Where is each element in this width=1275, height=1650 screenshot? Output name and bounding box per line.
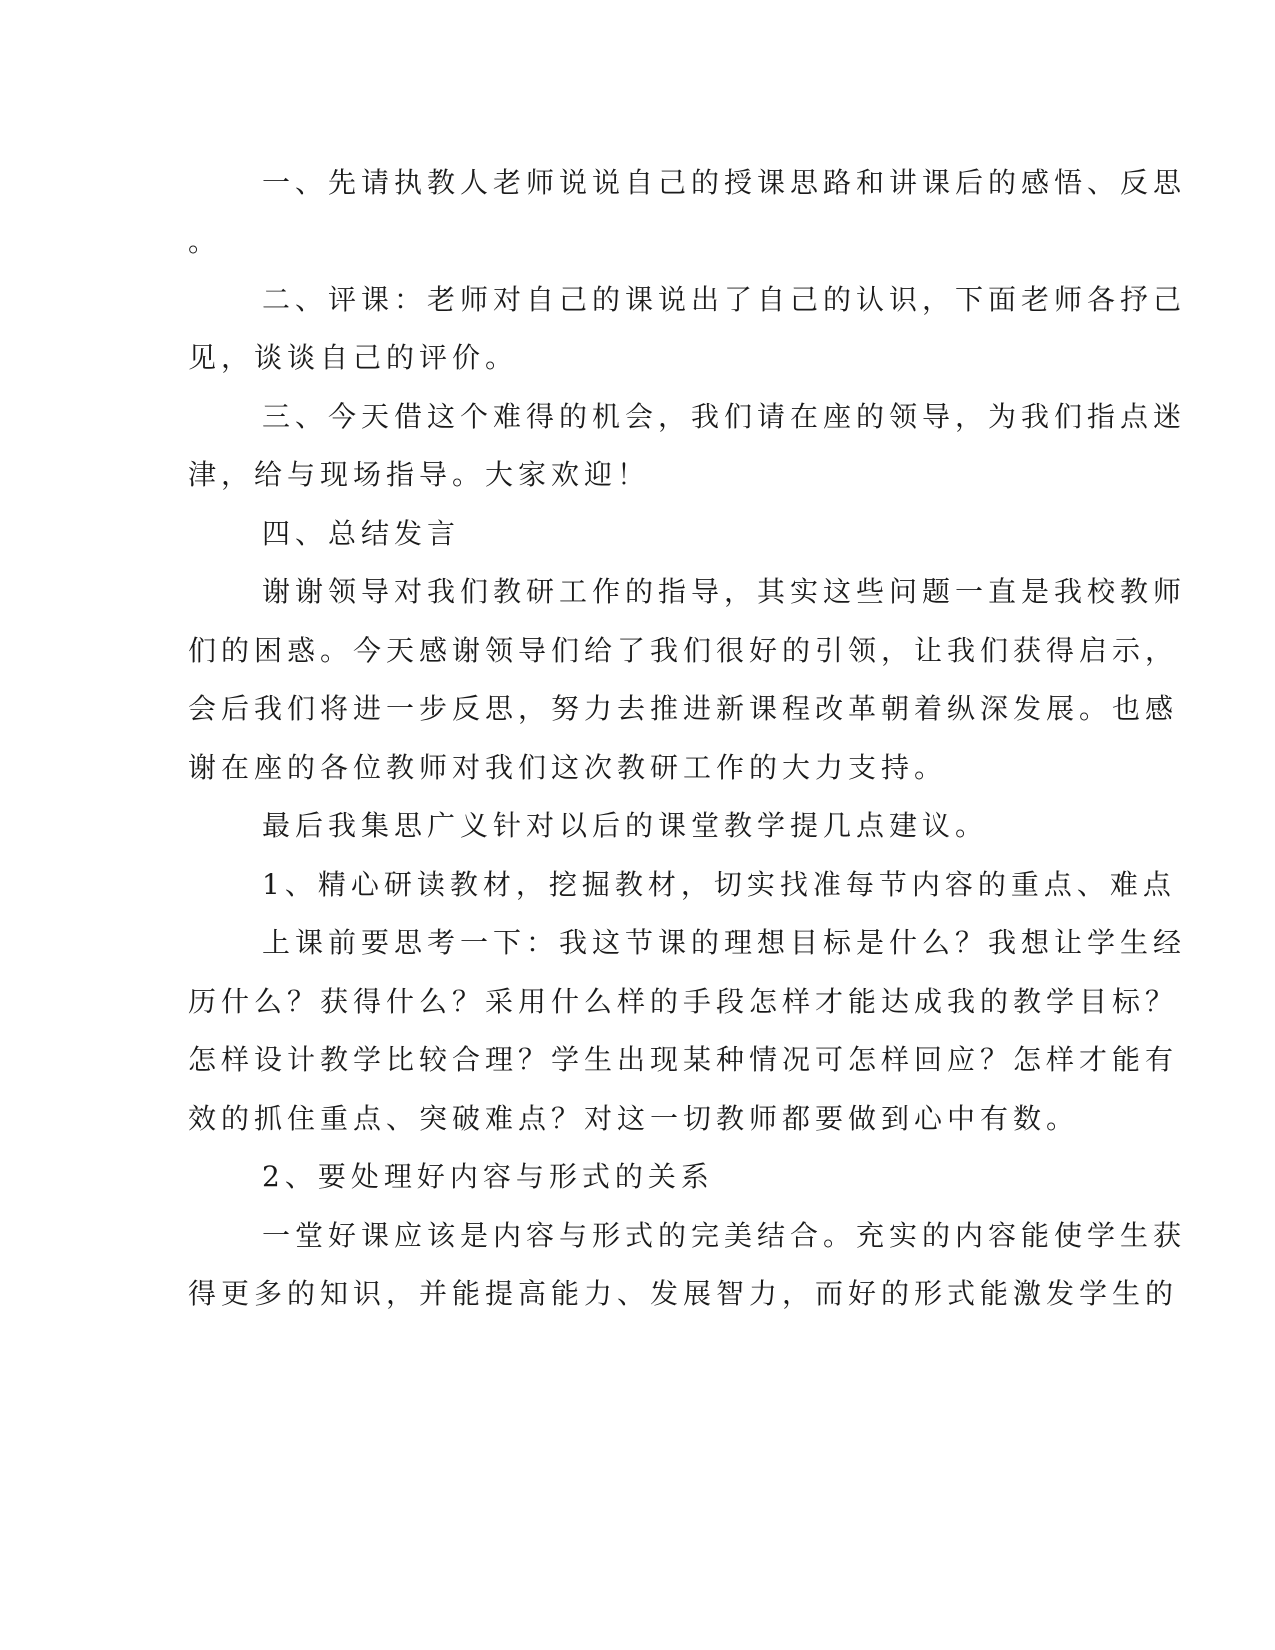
paragraph-line: 津，给与现场指导。大家欢迎！ [188, 458, 651, 491]
paragraph-line: 一堂好课应该是内容与形式的完美结合。充实的内容能使学生获 [262, 1219, 1187, 1252]
numbered-heading: 1、精心研读教材，挖掘教材，切实找准每节内容的重点、难点 [262, 868, 1176, 901]
paragraph-line: 怎样设计教学比较合理？学生出现某种情况可怎样回应？怎样才能有 [188, 1043, 1179, 1076]
paragraph-line: 得更多的知识，并能提高能力、发展智力，而好的形式能激发学生的 [188, 1277, 1179, 1310]
paragraph-line: 谢谢领导对我们教研工作的指导，其实这些问题一直是我校教师 [262, 575, 1187, 608]
paragraph-line: 一、先请执教人老师说说自己的授课思路和讲课后的感悟、反思 [262, 166, 1187, 199]
paragraph-line: 二、评课：老师对自己的课说出了自己的认识，下面老师各抒己 [262, 283, 1187, 316]
paragraph-line: 最后我集思广义针对以后的课堂教学提几点建议。 [262, 809, 989, 842]
paragraph-line: 会后我们将进一步反思，努力去推进新课程改革朝着纵深发展。也感 [188, 692, 1179, 725]
paragraph-line: 们的困惑。今天感谢领导们给了我们很好的引领，让我们获得启示， [188, 634, 1179, 667]
paragraph-line: 见，谈谈自己的评价。 [188, 341, 519, 374]
section-heading: 四、总结发言 [262, 517, 461, 550]
paragraph-line: 三、今天借这个难得的机会，我们请在座的领导，为我们指点迷 [262, 400, 1187, 433]
paragraph-line: 上课前要思考一下：我这节课的理想目标是什么？我想让学生经 [262, 926, 1187, 959]
numbered-heading: 2、要处理好内容与形式的关系 [262, 1160, 714, 1193]
paragraph-line: 谢在座的各位教师对我们这次教研工作的大力支持。 [188, 751, 948, 784]
paragraph-line: 。 [188, 225, 222, 258]
paragraph-line: 效的抓住重点、突破难点？对这一切教师都要做到心中有数。 [188, 1102, 1080, 1135]
paragraph-line: 历什么？获得什么？采用什么样的手段怎样才能达成我的教学目标？ [188, 985, 1179, 1018]
